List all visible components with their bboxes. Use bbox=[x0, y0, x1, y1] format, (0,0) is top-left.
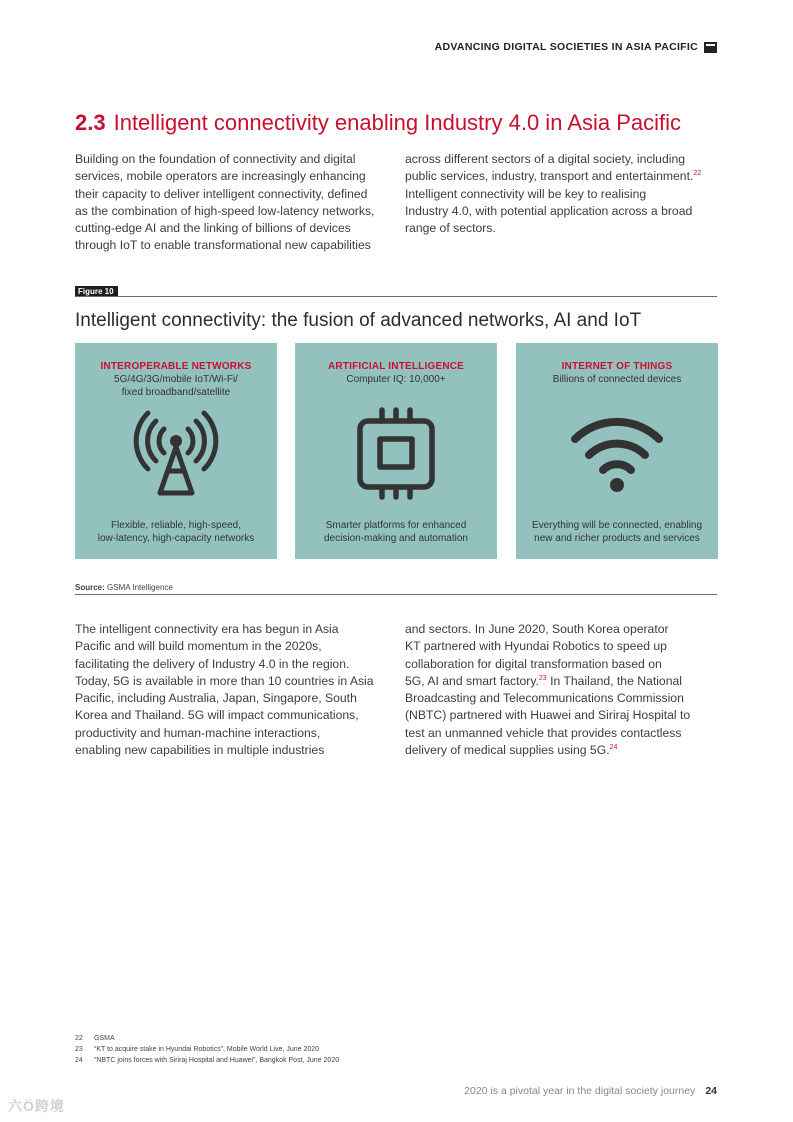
figure-source bbox=[75, 583, 173, 592]
text-fragment: In Thailand, the National bbox=[546, 673, 682, 688]
footnote-number: 24 bbox=[75, 1057, 83, 1064]
panel-subtitle-line: Computer IQ: 10,000+ bbox=[346, 374, 446, 385]
text-fragment: delivery of medical supplies using 5G. bbox=[405, 743, 610, 758]
panel-description bbox=[299, 519, 493, 545]
text-line: enabling new capabilities in multiple industries bbox=[75, 743, 325, 758]
text-line: productivity and human-machine interactions, bbox=[75, 725, 321, 740]
panel-description-line: Smarter platforms for enhanced bbox=[325, 520, 467, 531]
page-footer bbox=[464, 1085, 717, 1097]
footnote-text: GSMA bbox=[94, 1035, 115, 1042]
panel-subtitle bbox=[516, 373, 718, 386]
panel-subtitle bbox=[75, 373, 277, 399]
running-header bbox=[435, 41, 717, 53]
source-label: Source: bbox=[75, 583, 105, 592]
text-line: KT partnered with Hyundai Robotics to speed up bbox=[405, 639, 667, 654]
text-line: and sectors. In June 2020, South Korea operator bbox=[405, 622, 669, 636]
panel-title: INTEROPERABLE NETWORKS bbox=[100, 361, 252, 372]
text-line: The intelligent connectivity era has begun in Asia bbox=[75, 622, 339, 636]
text-line: Pacific and will build momentum in the 2020s, bbox=[75, 639, 322, 654]
text-line: services, mobile operators are increasingly enhancing bbox=[75, 169, 366, 184]
text-line: Industry 4.0, with potential application across a broad bbox=[405, 203, 693, 218]
panel-internet-of-things bbox=[516, 343, 718, 559]
panel-title: ARTIFICIAL INTELLIGENCE bbox=[327, 361, 465, 372]
text-line: their capacity to deliver intelligent connectivity, defined bbox=[75, 186, 368, 201]
intro-left-column bbox=[75, 151, 387, 255]
panel-subtitle-line: fixed broadband/satellite bbox=[121, 387, 231, 398]
panel-description-line: new and richer products and services bbox=[534, 533, 700, 544]
footnote-item bbox=[75, 1044, 339, 1055]
panel-subtitle bbox=[295, 373, 497, 386]
figure-top-rule bbox=[75, 296, 717, 297]
text-fragment: public services, industry, transport and entertainment. bbox=[405, 169, 694, 184]
text-line: test an unmanned vehicle that provides contactless bbox=[405, 725, 682, 740]
running-header-title: ADVANCING DIGITAL SOCIETIES IN ASIA PACIFIC bbox=[434, 41, 698, 53]
panel-subtitle-line: Billions of connected devices bbox=[552, 374, 682, 385]
figure-title: Intelligent connectivity: the fusion of advanced networks, AI and IoT bbox=[75, 310, 642, 331]
text-fragment: 5G, AI and smart factory. bbox=[405, 673, 539, 688]
panel-description-line: decision-making and automation bbox=[324, 533, 468, 544]
text-line: Intelligent connectivity will be key to realising bbox=[405, 186, 647, 201]
footnote-ref-23[interactable]: 23 bbox=[538, 674, 547, 682]
footnote-text: “NBTC joins forces with Siriraj Hospital and Huawei”, Bangkok Post, June 2020 bbox=[94, 1057, 340, 1064]
text-line: Broadcasting and Telecommunications Commission bbox=[405, 691, 684, 706]
text-line: Pacific, including Australia, Japan, Singapore, South bbox=[75, 691, 357, 706]
text-line: across different sectors of a digital society, including bbox=[405, 152, 686, 166]
panel-description bbox=[79, 519, 273, 545]
text-line: Korea and Thailand. 5G will impact communications, bbox=[75, 708, 359, 723]
panel-subtitle-line: 5G/4G/3G/mobile IoT/Wi-Fi/ bbox=[114, 374, 238, 385]
footnote-item bbox=[75, 1033, 339, 1044]
footnote-number: 22 bbox=[75, 1035, 83, 1042]
section-number: 2.3 bbox=[75, 110, 106, 135]
text-line: range of sectors. bbox=[405, 221, 496, 236]
footnote-item bbox=[75, 1055, 339, 1066]
text-line: as the combination of high-speed low-latency networks, bbox=[75, 203, 375, 218]
footnote-number: 23 bbox=[75, 1046, 83, 1053]
panel-interoperable-networks bbox=[75, 343, 277, 559]
panel-title: INTERNET OF THINGS bbox=[561, 361, 673, 372]
text-line: through IoT to enable transformational new capabilities bbox=[75, 238, 371, 253]
panel-description-line: Flexible, reliable, high-speed, bbox=[110, 520, 242, 531]
wifi-signal-icon bbox=[567, 405, 667, 506]
broadcast-tower-icon bbox=[128, 405, 224, 506]
text-line: facilitating the delivery of Industry 4.0 in the region. bbox=[75, 656, 350, 671]
text-line: Today, 5G is available in more than 10 countries in Asia bbox=[75, 673, 374, 688]
figure-tag: Figure 10 bbox=[75, 286, 118, 297]
footnote-ref-22[interactable]: 22 bbox=[693, 170, 702, 178]
footer-text: 2020 is a pivotal year in the digital society journey bbox=[464, 1085, 696, 1097]
text-line: collaboration for digital transformation based on bbox=[405, 656, 662, 671]
watermark: 六Ö跨境 bbox=[8, 1098, 65, 1114]
panel-artificial-intelligence bbox=[295, 343, 497, 559]
footnote-text: “KT to acquire stake in Hyundai Robotics”, Mobile World Live, June 2020 bbox=[94, 1046, 320, 1053]
text-line bbox=[405, 168, 717, 185]
section-title: Intelligent connectivity enabling Industry 4.0 in Asia Pacific bbox=[113, 110, 682, 135]
page-number: 24 bbox=[705, 1085, 717, 1097]
text-line: Building on the foundation of connectivity and digital bbox=[75, 152, 356, 166]
body-right-column bbox=[405, 621, 717, 759]
intro-right-column bbox=[405, 151, 717, 237]
figure-bottom-rule bbox=[75, 594, 717, 595]
footnotes bbox=[75, 1033, 339, 1066]
source-text: GSMA Intelligence bbox=[107, 583, 173, 592]
text-line: cutting-edge AI and the linking of billions of devices bbox=[75, 221, 351, 236]
footnote-ref-24[interactable]: 24 bbox=[609, 744, 618, 752]
processor-chip-icon bbox=[348, 405, 444, 506]
body-left-column bbox=[75, 621, 387, 759]
section-heading bbox=[75, 110, 681, 136]
panel-description bbox=[520, 519, 714, 545]
text-line bbox=[405, 673, 717, 690]
text-line bbox=[405, 742, 717, 759]
text-line: (NBTC) partnered with Huawei and Siriraj Hospital to bbox=[405, 708, 691, 723]
panel-description-line: low-latency, high-capacity networks bbox=[97, 533, 255, 544]
report-logo-icon bbox=[704, 42, 717, 53]
panel-description-line: Everything will be connected, enabling bbox=[531, 520, 703, 531]
